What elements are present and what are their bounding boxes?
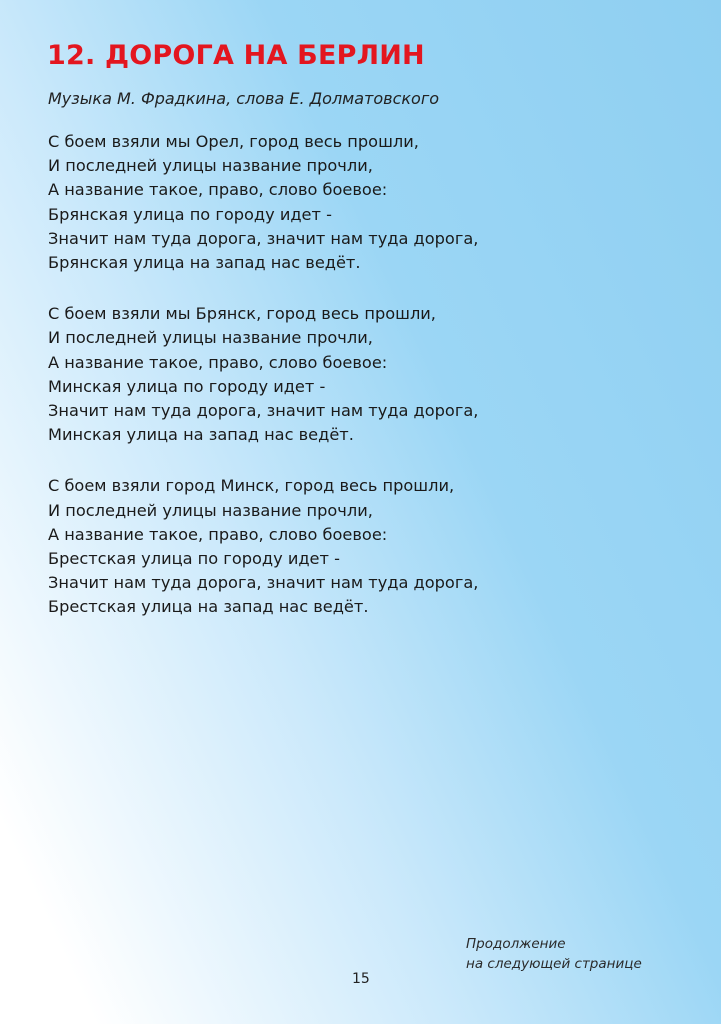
page-number: 15 bbox=[352, 971, 370, 987]
continuation-line: Продолжение bbox=[466, 936, 566, 952]
lyric-line: Значит нам туда дорога, значит нам туда дорога, bbox=[48, 228, 479, 248]
lyric-line: А название такое, право, слово боевое: bbox=[48, 352, 388, 372]
song-title: 12. ДОРОГА НА БЕРЛИН bbox=[47, 40, 425, 71]
lyric-line: И последней улицы название прочли, bbox=[48, 328, 373, 348]
lyric-line: С боем взяли мы Орел, город весь прошли, bbox=[48, 132, 419, 151]
lyric-line: Брянская улица по городу идет - bbox=[48, 204, 332, 224]
lyrics bbox=[48, 130, 668, 647]
lyric-line: А название такое, право, слово боевое: bbox=[48, 524, 388, 544]
lyric-line: И последней улицы название прочли, bbox=[48, 156, 373, 176]
lyric-line: А название такое, право, слово боевое: bbox=[48, 180, 388, 200]
lyric-line: Брянская улица на запад нас ведёт. bbox=[48, 253, 361, 273]
lyric-line: С боем взяли мы Брянск, город весь прошли, bbox=[48, 304, 436, 324]
song-credits: Музыка М. Фрадкина, слова Е. Долматовского bbox=[48, 89, 440, 108]
lyric-line: Брестская улица по городу идет - bbox=[48, 549, 340, 569]
continuation-line: на следующей странице bbox=[466, 956, 642, 972]
lyric-line: Минская улица на запад нас ведёт. bbox=[48, 425, 354, 445]
lyric-line: И последней улицы название прочли, bbox=[48, 500, 373, 520]
verse-1 bbox=[48, 130, 668, 275]
lyric-line: С боем взяли город Минск, город весь прошли, bbox=[48, 476, 455, 496]
lyric-line: Минская улица по городу идет - bbox=[48, 376, 326, 396]
continuation-note bbox=[466, 934, 642, 974]
lyric-line: Значит нам туда дорога, значит нам туда дорога, bbox=[48, 401, 479, 421]
verse-3 bbox=[48, 474, 668, 619]
lyric-line: Значит нам туда дорога, значит нам туда дорога, bbox=[48, 573, 479, 593]
lyric-line: Брестская улица на запад нас ведёт. bbox=[48, 597, 369, 617]
verse-2 bbox=[48, 302, 668, 447]
